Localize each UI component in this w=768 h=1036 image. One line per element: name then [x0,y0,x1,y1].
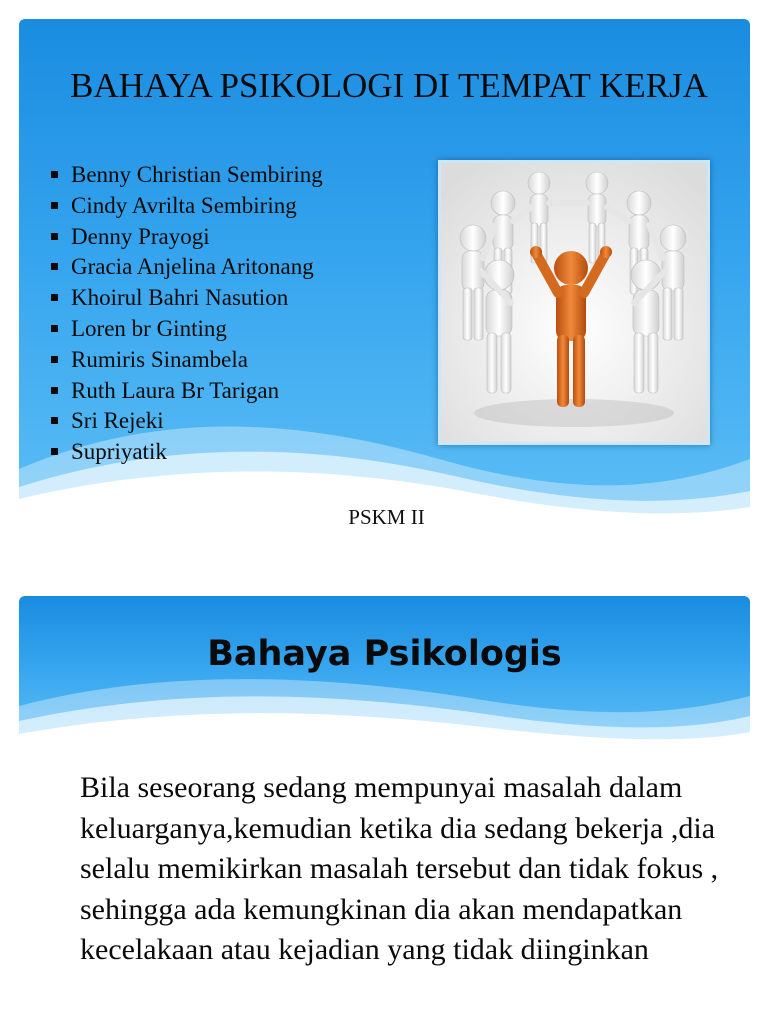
people-circle-image [438,160,710,445]
list-item [49,222,323,253]
slide-title: Bahaya Psikologis [207,634,562,674]
member-list [49,160,323,468]
list-item [49,160,323,191]
member-name: Rumiris Sinambela [71,346,248,372]
member-name: Denny Prayogi [71,223,210,249]
title-slide [19,19,750,557]
list-item [49,376,323,407]
wave-decoration [19,666,750,756]
member-name: Cindy Avrilta Sembiring [71,192,297,218]
list-item [49,283,323,314]
slide-title: BAHAYA PSIKOLOGI DI TEMPAT KERJA [70,66,708,105]
bullet-icon [51,448,58,455]
content-slide [19,596,750,1036]
people-circle-leader-icon [441,163,707,442]
bullet-icon [51,356,58,363]
member-name: Ruth Laura Br Tarigan [71,377,280,403]
member-name: Loren br Ginting [71,315,227,341]
bullet-icon [51,294,58,301]
list-item [49,437,323,468]
list-item [49,345,323,376]
member-name: Sri Rejeki [71,408,164,434]
member-name: Benny Christian Sembiring [71,162,323,187]
member-name: Khoirul Bahri Nasution [71,285,289,311]
member-name: Gracia Anjelina Aritonang [71,254,314,280]
bullet-icon [51,325,58,332]
member-name: Supriyatik [71,439,167,465]
class-label: PSKM II [348,505,425,529]
bullet-icon [51,417,58,424]
list-item [49,406,323,437]
body-text: Bila seseorang sedang mempunyai masalah dalam keluarganya,kemudian ketika dia sedang bekerja ,dia selalu memikirkan masalah tersebut dan tidak fokus , sehingga ada kemungkinan dia akan mendapatkan kecelakaan atau kejadian yang tidak diinginkan [80,771,719,966]
bullet-icon [51,263,58,270]
bullet-icon [51,171,58,178]
list-item [49,191,323,222]
bullet-icon [51,202,58,209]
bullet-icon [51,387,58,394]
list-item [49,314,323,345]
bullet-icon [51,233,58,240]
list-item [49,252,323,283]
